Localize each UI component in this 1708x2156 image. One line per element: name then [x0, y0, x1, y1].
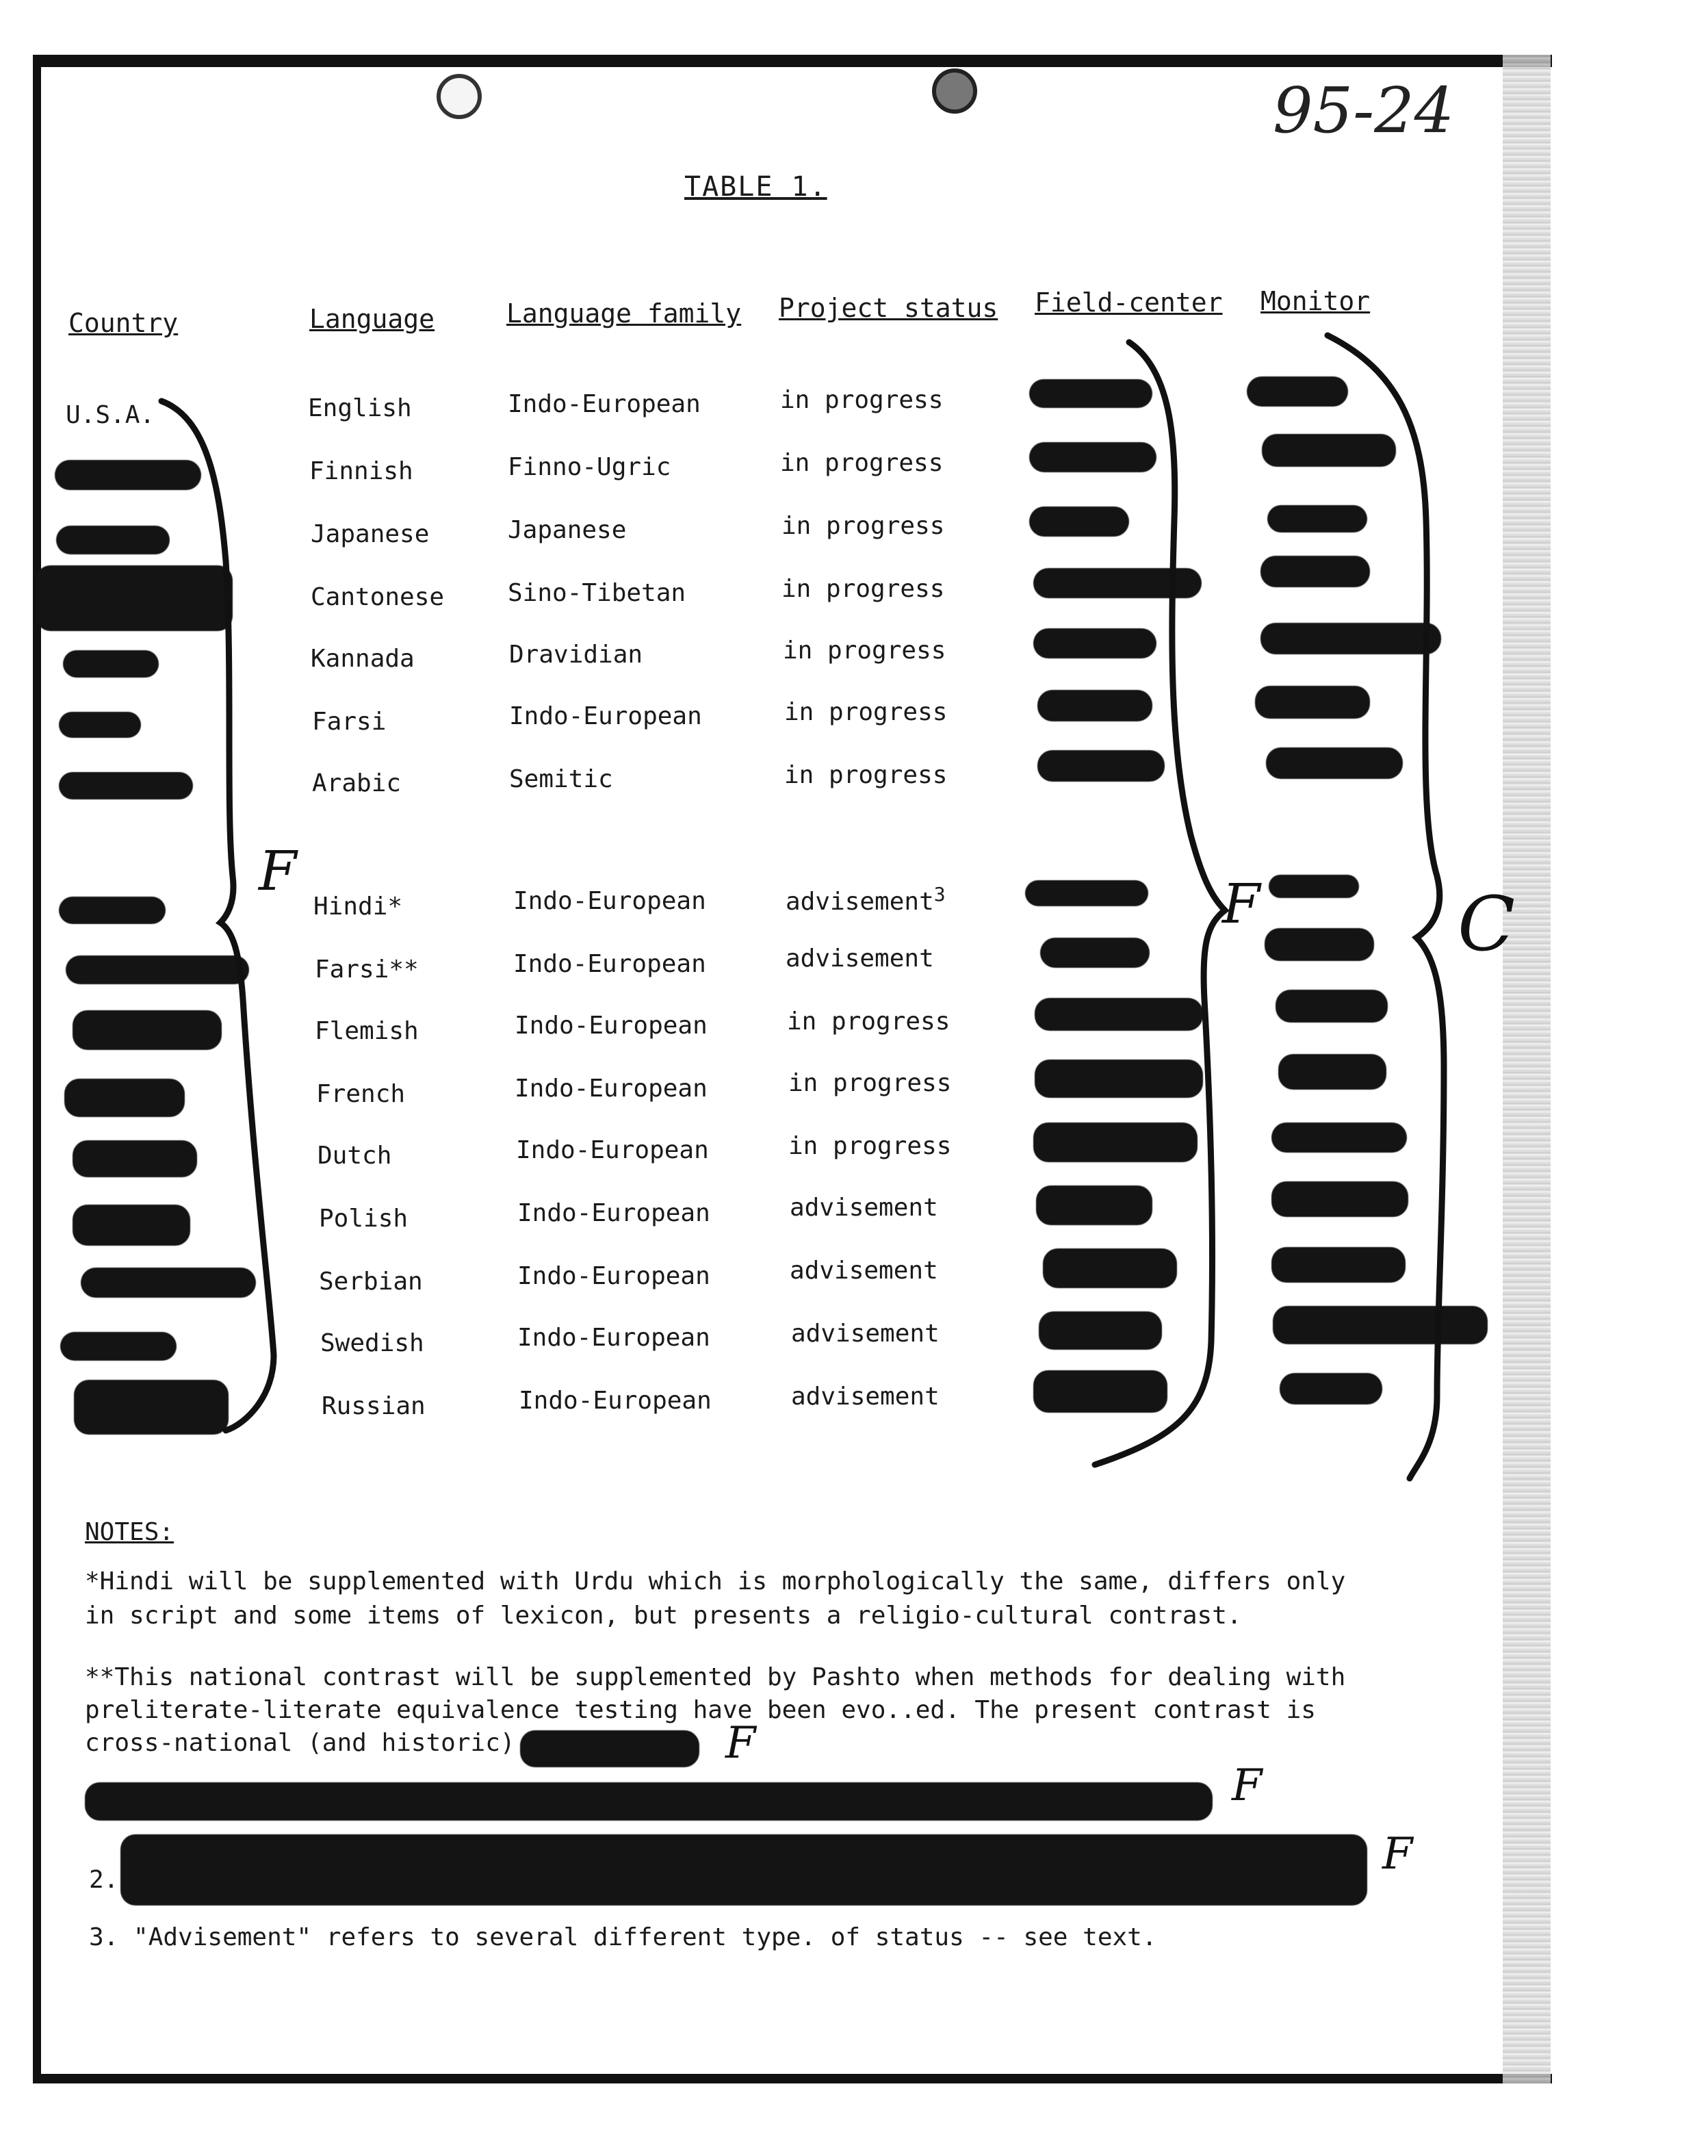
row-4-language: Cantonese [311, 583, 445, 611]
redaction [1280, 1373, 1382, 1404]
redaction [66, 955, 249, 984]
row-15-language: Swedish [320, 1329, 424, 1357]
row-15-family: Indo-European [517, 1324, 710, 1352]
redaction [1025, 880, 1148, 906]
row-12-family: Indo-European [516, 1136, 709, 1164]
redaction [1037, 750, 1165, 782]
header-project-status: Project status [779, 293, 998, 323]
row-9-language: Farsi** [315, 955, 419, 984]
row-11-status: in progress [788, 1069, 952, 1097]
row-11-family: Indo-European [515, 1075, 708, 1103]
redaction [73, 1140, 197, 1177]
redaction [1247, 376, 1348, 407]
row-1-family: Indo-European [508, 390, 701, 418]
page-left-edge [33, 55, 41, 2083]
redaction [1033, 568, 1202, 598]
row-9-family: Indo-European [513, 950, 706, 978]
redaction [1043, 1248, 1177, 1288]
row-10-family: Indo-European [515, 1012, 708, 1040]
header-language-family: Language family [506, 298, 742, 329]
note-redaction [520, 1730, 699, 1767]
redaction [1033, 1370, 1167, 1413]
redaction [1260, 623, 1441, 654]
row-1-language: English [308, 394, 412, 422]
row-2-family: Finno-Ugric [508, 453, 671, 481]
row-14-language: Serbian [319, 1268, 423, 1296]
redaction [1278, 1054, 1386, 1090]
row-10-status: in progress [787, 1008, 950, 1036]
redaction [60, 1332, 177, 1361]
row-7-family: Semitic [509, 765, 613, 793]
row-13-language: Polish [319, 1205, 409, 1233]
note-hindi-line-2: in script and some items of lexicon, but presents a religio-cultural contrast. [85, 1602, 1242, 1630]
row-5-status: in progress [783, 637, 946, 665]
header-country: Country [68, 308, 179, 338]
redaction [1035, 998, 1203, 1031]
row-5-family: Dravidian [509, 641, 643, 669]
row-13-status: advisement [790, 1194, 938, 1222]
row-11-language: French [316, 1080, 406, 1108]
field-center-brace-mark: F [1222, 872, 1260, 936]
redaction [1262, 434, 1396, 467]
note-1-redaction [85, 1782, 1213, 1821]
row-8-status [786, 883, 946, 916]
row-16-family: Indo-European [519, 1387, 712, 1415]
row-6-language: Farsi [312, 708, 387, 736]
redaction [1035, 1060, 1203, 1098]
redaction [1260, 556, 1370, 587]
country-brace-mark: F [259, 839, 297, 903]
row-2-status: in progress [780, 449, 944, 477]
redaction [1029, 379, 1152, 408]
redaction [1266, 747, 1403, 779]
row-13-family: Indo-European [517, 1199, 710, 1227]
redaction [73, 1205, 190, 1246]
row-4-status: in progress [781, 575, 945, 603]
redaction [1267, 505, 1367, 532]
note-hindi-line-1: *Hindi will be supplemented with Urdu which is morphologically the same, differs only [85, 1567, 1346, 1595]
redaction [1273, 1306, 1488, 1344]
note-farsi-line-3: cross-national (and historic) [85, 1729, 515, 1757]
redaction [1276, 990, 1388, 1023]
row-3-family: Japanese [508, 516, 627, 544]
redaction [63, 650, 159, 678]
country-usa: U.S.A. [66, 401, 155, 429]
row-8-family: Indo-European [513, 887, 706, 915]
row-15-status: advisement [791, 1320, 940, 1348]
note-redaction-mark-2: F [1232, 1760, 1263, 1811]
note-2-redaction [120, 1834, 1367, 1905]
row-12-language: Dutch [318, 1142, 392, 1170]
row-7-status: in progress [784, 761, 948, 789]
row-6-status: in progress [784, 698, 948, 726]
note-2-number: 2. [89, 1866, 119, 1894]
notes-heading: NOTES: [85, 1518, 174, 1546]
row-3-status: in progress [781, 512, 945, 540]
redaction [1037, 690, 1152, 721]
redaction [64, 1079, 185, 1117]
note-redaction-mark-1: F [725, 1718, 756, 1769]
redaction [81, 1268, 256, 1298]
row-8-status-text: advisement [786, 888, 934, 916]
monitor-brace-mark: C [1458, 880, 1516, 968]
row-8-language: Hindi* [313, 893, 403, 921]
redaction [1029, 506, 1129, 537]
note-3: 3. "Advisement" refers to several different type. of status -- see text. [89, 1923, 1157, 1951]
redaction [1265, 928, 1374, 961]
redaction [56, 526, 170, 554]
redaction [55, 460, 201, 490]
redaction [74, 1380, 229, 1435]
redaction [1029, 442, 1156, 472]
redaction [73, 1010, 222, 1050]
redaction [1040, 938, 1150, 968]
page-top-edge [33, 55, 1552, 67]
redaction [1033, 628, 1156, 658]
row-16-language: Russian [322, 1392, 426, 1420]
row-8-status-footnote: 3 [933, 883, 946, 906]
row-5-language: Kannada [311, 645, 415, 673]
row-12-status: in progress [788, 1132, 952, 1160]
redaction [1271, 1181, 1408, 1217]
row-14-status: advisement [790, 1257, 938, 1285]
redaction [59, 772, 193, 799]
redaction [1271, 1247, 1406, 1283]
redaction [1039, 1311, 1162, 1350]
row-2-language: Finnish [309, 457, 413, 485]
header-language: Language [309, 304, 435, 334]
redaction [1271, 1122, 1407, 1153]
page-bottom-edge [33, 2074, 1552, 2083]
redaction [1269, 875, 1359, 898]
row-6-family: Indo-European [509, 702, 702, 730]
page-title: TABLE 1. [684, 171, 827, 203]
redaction [1033, 1122, 1198, 1162]
punch-hole-right [932, 68, 977, 114]
row-7-language: Arabic [312, 769, 402, 797]
note-farsi-line-2: preliterate-literate equivalence testing have been evo..ed. The present contrast is [85, 1696, 1316, 1724]
row-9-status: advisement [786, 945, 934, 973]
header-field-center: Field-center [1035, 287, 1223, 318]
header-monitor: Monitor [1260, 286, 1371, 316]
row-3-language: Japanese [311, 520, 430, 548]
handwritten-number: 95-24 [1273, 74, 1455, 147]
row-4-family: Sino-Tibetan [508, 579, 686, 607]
row-14-family: Indo-European [517, 1262, 710, 1290]
redaction [59, 897, 166, 924]
redaction [1255, 686, 1370, 719]
redaction [36, 565, 233, 631]
note-redaction-mark-3: F [1382, 1829, 1413, 1879]
page-right-edge [1503, 55, 1551, 2083]
row-10-language: Flemish [315, 1017, 419, 1045]
note-farsi-line-1: **This national contrast will be supplemented by Pashto when methods for dealing with [85, 1663, 1346, 1691]
redaction [59, 712, 141, 738]
row-1-status: in progress [780, 386, 944, 414]
redaction [1036, 1185, 1152, 1225]
punch-hole-left [437, 74, 482, 119]
row-16-status: advisement [791, 1383, 940, 1411]
